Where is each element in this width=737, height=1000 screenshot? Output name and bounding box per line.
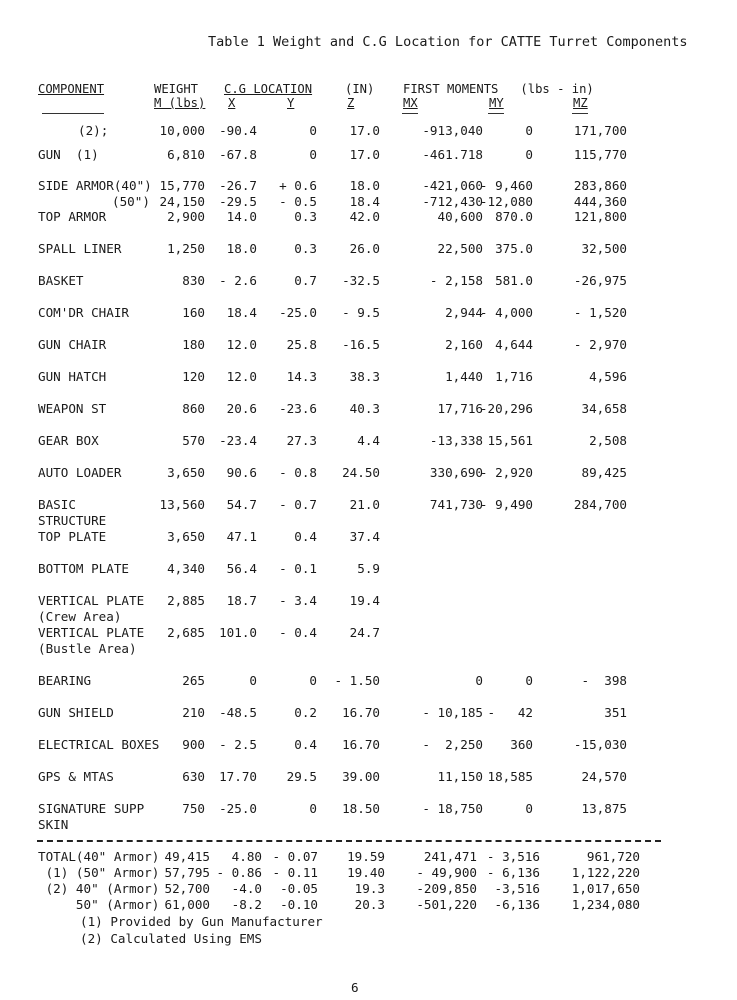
header-mx: MX bbox=[403, 96, 418, 110]
row-y-value: -25.0 bbox=[279, 305, 317, 320]
total-mz-value: 1,122,220 bbox=[571, 865, 640, 880]
row-component-name: VERTICAL PLATE bbox=[38, 593, 145, 608]
row-mx-value: - 18,750 bbox=[422, 801, 483, 816]
row-mz-value: 4,596 bbox=[589, 369, 627, 384]
row-component-name: GUN SHIELD bbox=[38, 705, 114, 720]
total-y-value: - 0.11 bbox=[272, 865, 318, 880]
total-mz-value: 961,720 bbox=[586, 849, 640, 864]
row-component-name: STRUCTURE bbox=[38, 513, 107, 528]
row-component-name: AUTO LOADER bbox=[38, 465, 122, 480]
row-mx-value: - 10,185 bbox=[422, 705, 483, 720]
row-my-value: 1,716 bbox=[495, 369, 533, 384]
header-my: MY bbox=[489, 96, 504, 110]
row-x-value: 90.6 bbox=[226, 465, 257, 480]
row-weight-value: 860 bbox=[182, 401, 205, 416]
total-y-value: - 0.07 bbox=[272, 849, 318, 864]
row-weight-value: 15,770 bbox=[159, 178, 205, 193]
total-row-label: (2) 40" (Armor) bbox=[38, 881, 160, 896]
row-component-name: TOP ARMOR bbox=[38, 209, 107, 224]
row-weight-value: 630 bbox=[182, 769, 205, 784]
row-x-value: 18.0 bbox=[226, 241, 257, 256]
row-my-value: -12,080 bbox=[479, 194, 533, 209]
row-weight-value: 180 bbox=[182, 337, 205, 352]
row-weight-value: 120 bbox=[182, 369, 205, 384]
total-weight-value: 57,795 bbox=[164, 865, 210, 880]
row-y-value: 0.3 bbox=[294, 209, 317, 224]
row-my-value: 0 bbox=[525, 801, 533, 816]
row-my-value: 375.0 bbox=[495, 241, 533, 256]
row-y-value: -23.6 bbox=[279, 401, 317, 416]
row-my-value: 0 bbox=[525, 147, 533, 162]
row-weight-value: 830 bbox=[182, 273, 205, 288]
row-z-value: 16.70 bbox=[342, 705, 380, 720]
row-weight-value: 900 bbox=[182, 737, 205, 752]
row-x-value: 17.70 bbox=[219, 769, 257, 784]
row-x-value: 47.1 bbox=[226, 529, 257, 544]
row-weight-value: 6,810 bbox=[167, 147, 205, 162]
row-x-value: - 2.6 bbox=[219, 273, 257, 288]
total-z-value: 19.59 bbox=[347, 849, 385, 864]
row-my-value: -20,296 bbox=[479, 401, 533, 416]
row-component-name: GPS & MTAS bbox=[38, 769, 114, 784]
row-component-name: WEAPON ST bbox=[38, 401, 107, 416]
total-mx-value: -501,220 bbox=[416, 897, 477, 912]
row-x-value: -67.8 bbox=[219, 147, 257, 162]
row-z-value: 24.7 bbox=[349, 625, 380, 640]
total-x-value: -8.2 bbox=[231, 897, 262, 912]
row-component-name: GEAR BOX bbox=[38, 433, 99, 448]
total-z-value: 19.3 bbox=[354, 881, 385, 896]
row-z-value: 5.9 bbox=[357, 561, 380, 576]
row-x-value: -26.7 bbox=[219, 178, 257, 193]
row-weight-value: 2,900 bbox=[167, 209, 205, 224]
row-component-name: GUN CHAIR bbox=[38, 337, 107, 352]
row-x-value: 56.4 bbox=[226, 561, 257, 576]
row-my-value: 870.0 bbox=[495, 209, 533, 224]
row-component-name: (2); bbox=[78, 123, 109, 138]
note-1: (1) Provided by Gun Manufacturer bbox=[80, 914, 323, 929]
row-x-value: -29.5 bbox=[219, 194, 257, 209]
total-weight-value: 49,415 bbox=[164, 849, 210, 864]
row-mz-value: 115,770 bbox=[573, 147, 627, 162]
header-m-lbs: M (lbs) bbox=[154, 96, 206, 110]
row-z-value: 39.00 bbox=[342, 769, 380, 784]
row-z-value: - 1.50 bbox=[334, 673, 380, 688]
total-y-value: -0.10 bbox=[280, 897, 318, 912]
row-mz-value: 284,700 bbox=[573, 497, 627, 512]
row-y-value: 0.7 bbox=[294, 273, 317, 288]
row-weight-value: 750 bbox=[182, 801, 205, 816]
row-mx-value: - 2,158 bbox=[429, 273, 483, 288]
row-mz-value: 13,875 bbox=[581, 801, 627, 816]
row-my-value: 0 bbox=[525, 123, 533, 138]
row-y-value: 25.8 bbox=[286, 337, 317, 352]
row-my-value: - 9,490 bbox=[479, 497, 533, 512]
total-z-value: 19.40 bbox=[347, 865, 385, 880]
row-mz-value: - 1,520 bbox=[573, 305, 627, 320]
header-cg-location: C.G LOCATION bbox=[224, 82, 313, 96]
row-mx-value: -712,430 bbox=[422, 194, 483, 209]
header-first-moments: FIRST MOMENTS (lbs - in) bbox=[403, 82, 594, 96]
row-x-value: 18.4 bbox=[226, 305, 257, 320]
row-component-name: COM'DR CHAIR bbox=[38, 305, 129, 320]
row-x-value: -25.0 bbox=[219, 801, 257, 816]
header-z: Z bbox=[347, 96, 355, 110]
row-component-name: SIGNATURE SUPP bbox=[38, 801, 145, 816]
total-x-value: 4.80 bbox=[231, 849, 262, 864]
header-mz: MZ bbox=[573, 96, 588, 110]
row-my-value: 4,644 bbox=[495, 337, 533, 352]
row-mx-value: 741,730 bbox=[429, 497, 483, 512]
row-component-name: BEARING bbox=[38, 673, 92, 688]
row-y-value: 27.3 bbox=[286, 433, 317, 448]
row-y-value: 0.4 bbox=[294, 529, 317, 544]
row-z-value: 21.0 bbox=[349, 497, 380, 512]
row-mz-value: 351 bbox=[604, 705, 627, 720]
row-z-value: 4.4 bbox=[357, 433, 380, 448]
total-my-value: -3,516 bbox=[494, 881, 540, 896]
row-mx-value: 40,600 bbox=[437, 209, 483, 224]
note-2: (2) Calculated Using EMS bbox=[80, 931, 262, 946]
row-mx-value: 1,440 bbox=[445, 369, 483, 384]
row-weight-value: 3,650 bbox=[167, 529, 205, 544]
row-component-name: BASIC bbox=[38, 497, 76, 512]
row-mz-value: 24,570 bbox=[581, 769, 627, 784]
total-mx-value: - 49,900 bbox=[416, 865, 477, 880]
total-x-value: - 0.86 bbox=[216, 865, 262, 880]
row-x-value: - 2.5 bbox=[219, 737, 257, 752]
row-my-value: - 2,920 bbox=[479, 465, 533, 480]
row-component-name: ELECTRICAL BOXES bbox=[38, 737, 160, 752]
row-my-value: 360 bbox=[510, 737, 533, 752]
total-row-label: (1) (50" Armor) bbox=[38, 865, 160, 880]
row-z-value: -16.5 bbox=[342, 337, 380, 352]
row-z-value: 19.4 bbox=[349, 593, 380, 608]
total-weight-value: 52,700 bbox=[164, 881, 210, 896]
row-x-value: 18.7 bbox=[226, 593, 257, 608]
header-rule-mz bbox=[572, 113, 588, 114]
row-y-value: - 0.1 bbox=[279, 561, 317, 576]
total-my-value: - 6,136 bbox=[486, 865, 540, 880]
row-z-value: 18.50 bbox=[342, 801, 380, 816]
row-z-value: 18.0 bbox=[349, 178, 380, 193]
total-z-value: 20.3 bbox=[354, 897, 385, 912]
row-z-value: 24.50 bbox=[342, 465, 380, 480]
row-component-name: (Bustle Area) bbox=[38, 641, 137, 656]
row-y-value: - 0.4 bbox=[279, 625, 317, 640]
row-component-name: SIDE ARMOR(40") bbox=[38, 178, 152, 193]
row-z-value: -32.5 bbox=[342, 273, 380, 288]
total-mz-value: 1,234,080 bbox=[571, 897, 640, 912]
row-component-name: SKIN bbox=[38, 817, 69, 832]
row-z-value: 17.0 bbox=[349, 123, 380, 138]
header-in: (IN) bbox=[345, 82, 375, 96]
row-weight-value: 13,560 bbox=[159, 497, 205, 512]
row-my-value: - 9,460 bbox=[479, 178, 533, 193]
row-z-value: 42.0 bbox=[349, 209, 380, 224]
row-mx-value: -13,338 bbox=[429, 433, 483, 448]
row-y-value: 14.3 bbox=[286, 369, 317, 384]
row-mz-value: 171,700 bbox=[573, 123, 627, 138]
row-mz-value: 32,500 bbox=[581, 241, 627, 256]
row-mx-value: 2,160 bbox=[445, 337, 483, 352]
row-mz-value: - 398 bbox=[581, 673, 627, 688]
row-y-value: - 0.8 bbox=[279, 465, 317, 480]
row-x-value: 20.6 bbox=[226, 401, 257, 416]
row-my-value: - 4,000 bbox=[479, 305, 533, 320]
row-component-name: VERTICAL PLATE bbox=[38, 625, 145, 640]
row-mx-value: -461.718 bbox=[422, 147, 483, 162]
row-my-value: - 42 bbox=[487, 705, 533, 720]
total-my-value: - 3,516 bbox=[486, 849, 540, 864]
page-number: 6 bbox=[351, 980, 359, 995]
row-mx-value: - 2,250 bbox=[422, 737, 483, 752]
row-mz-value: 283,860 bbox=[573, 178, 627, 193]
total-row-label: 50" (Armor) bbox=[38, 897, 160, 912]
row-weight-value: 265 bbox=[182, 673, 205, 688]
total-mx-value: -209,850 bbox=[416, 881, 477, 896]
total-y-value: -0.05 bbox=[280, 881, 318, 896]
row-mz-value: 2,508 bbox=[589, 433, 627, 448]
row-z-value: 26.0 bbox=[349, 241, 380, 256]
total-my-value: -6,136 bbox=[494, 897, 540, 912]
row-component-name: GUN (1) bbox=[38, 147, 99, 162]
row-x-value: -23.4 bbox=[219, 433, 257, 448]
totals-separator bbox=[37, 840, 661, 842]
row-x-value: 14.0 bbox=[226, 209, 257, 224]
row-y-value: 0.2 bbox=[294, 705, 317, 720]
header-component: COMPONENT bbox=[38, 82, 105, 96]
row-mx-value: -421,060 bbox=[422, 178, 483, 193]
row-my-value: 0 bbox=[525, 673, 533, 688]
row-weight-value: 1,250 bbox=[167, 241, 205, 256]
row-mx-value: 22,500 bbox=[437, 241, 483, 256]
row-mx-value: -913,040 bbox=[422, 123, 483, 138]
header-rule-mx bbox=[402, 113, 418, 114]
row-my-value: 581.0 bbox=[495, 273, 533, 288]
row-weight-value: 2,885 bbox=[167, 593, 205, 608]
row-y-value: 0 bbox=[309, 147, 317, 162]
row-y-value: 29.5 bbox=[286, 769, 317, 784]
total-row-label: TOTAL(40" Armor) bbox=[38, 849, 160, 864]
row-component-name: GUN HATCH bbox=[38, 369, 107, 384]
row-mx-value: 2,944 bbox=[445, 305, 483, 320]
row-mz-value: - 2,970 bbox=[573, 337, 627, 352]
row-x-value: -48.5 bbox=[219, 705, 257, 720]
row-mz-value: -15,030 bbox=[573, 737, 627, 752]
row-my-value: 15,561 bbox=[487, 433, 533, 448]
row-z-value: 17.0 bbox=[349, 147, 380, 162]
row-component-name: TOP PLATE bbox=[38, 529, 107, 544]
row-mz-value: 34,658 bbox=[581, 401, 627, 416]
row-weight-value: 24,150 bbox=[159, 194, 205, 209]
row-y-value: 0.4 bbox=[294, 737, 317, 752]
row-my-value: 18,585 bbox=[487, 769, 533, 784]
row-mx-value: 330,690 bbox=[429, 465, 483, 480]
row-component-name: BOTTOM PLATE bbox=[38, 561, 129, 576]
row-mx-value: 0 bbox=[475, 673, 483, 688]
row-y-value: + 0.6 bbox=[279, 178, 317, 193]
row-y-value: 0 bbox=[309, 673, 317, 688]
row-z-value: - 9.5 bbox=[342, 305, 380, 320]
row-y-value: - 0.5 bbox=[279, 194, 317, 209]
header-weight: WEIGHT bbox=[154, 82, 199, 96]
row-x-value: 101.0 bbox=[219, 625, 257, 640]
header-rule-component bbox=[42, 113, 104, 114]
row-component-name: (50") bbox=[112, 194, 150, 209]
row-mx-value: 17,716 bbox=[437, 401, 483, 416]
row-weight-value: 10,000 bbox=[159, 123, 205, 138]
row-y-value: - 3.4 bbox=[279, 593, 317, 608]
row-weight-value: 2,685 bbox=[167, 625, 205, 640]
row-z-value: 16.70 bbox=[342, 737, 380, 752]
row-y-value: 0 bbox=[309, 123, 317, 138]
row-x-value: -90.4 bbox=[219, 123, 257, 138]
row-mz-value: 89,425 bbox=[581, 465, 627, 480]
row-mz-value: 444,360 bbox=[573, 194, 627, 209]
row-y-value: - 0.7 bbox=[279, 497, 317, 512]
row-mx-value: 11,150 bbox=[437, 769, 483, 784]
row-x-value: 12.0 bbox=[226, 369, 257, 384]
row-z-value: 40.3 bbox=[349, 401, 380, 416]
header-y: Y bbox=[287, 96, 295, 110]
row-weight-value: 4,340 bbox=[167, 561, 205, 576]
table-title: Table 1 Weight and C.G Location for CATTE Turret Components bbox=[208, 34, 688, 50]
row-mz-value: 121,800 bbox=[573, 209, 627, 224]
row-component-name: (Crew Area) bbox=[38, 609, 122, 624]
total-mx-value: 241,471 bbox=[423, 849, 477, 864]
row-z-value: 18.4 bbox=[349, 194, 380, 209]
row-weight-value: 570 bbox=[182, 433, 205, 448]
row-weight-value: 210 bbox=[182, 705, 205, 720]
row-z-value: 38.3 bbox=[349, 369, 380, 384]
row-y-value: 0 bbox=[309, 801, 317, 816]
row-mz-value: -26,975 bbox=[573, 273, 627, 288]
row-weight-value: 3,650 bbox=[167, 465, 205, 480]
header-x: X bbox=[228, 96, 236, 110]
total-weight-value: 61,000 bbox=[164, 897, 210, 912]
total-x-value: -4.0 bbox=[231, 881, 262, 896]
row-x-value: 12.0 bbox=[226, 337, 257, 352]
row-weight-value: 160 bbox=[182, 305, 205, 320]
header-rule-my bbox=[488, 113, 504, 114]
row-y-value: 0.3 bbox=[294, 241, 317, 256]
row-z-value: 37.4 bbox=[349, 529, 380, 544]
total-mz-value: 1,017,650 bbox=[571, 881, 640, 896]
row-component-name: BASKET bbox=[38, 273, 84, 288]
row-x-value: 54.7 bbox=[226, 497, 257, 512]
row-x-value: 0 bbox=[249, 673, 257, 688]
row-component-name: SPALL LINER bbox=[38, 241, 122, 256]
